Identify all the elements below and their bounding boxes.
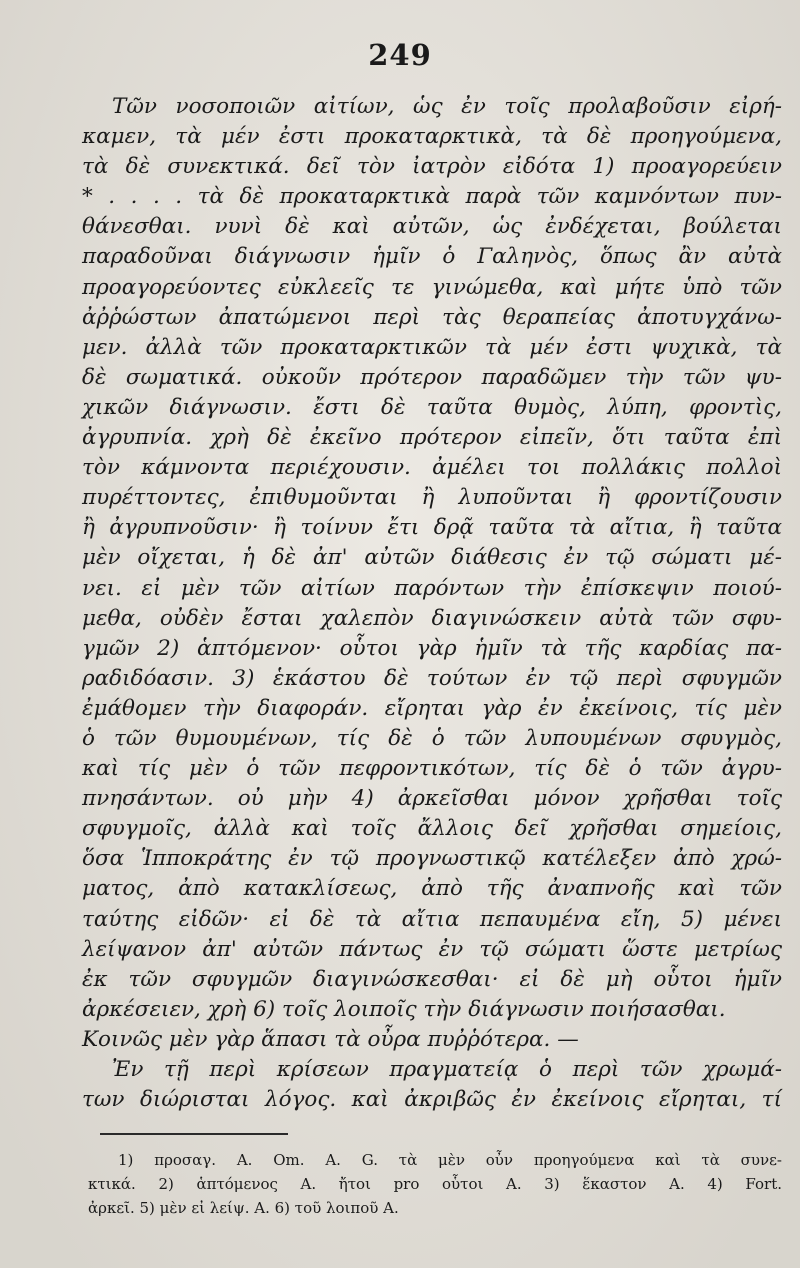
text-line: λείψανον ἀπ' αὐτῶν πάντως ἐν τῷ σώματι ὥστε μετρίως (82, 936, 782, 962)
page-number: 249 (368, 38, 432, 72)
text-line: σφυγμοῖς, ἀλλὰ καὶ τοῖς ἄλλοις δεῖ χρῆσθαι σημείοις, (82, 816, 782, 842)
text-line: θάνεσθαι. νυνὶ δὲ καὶ αὐτῶν, ὡς ἐνδέχεται, βούλεται (82, 214, 782, 240)
text-line: καὶ τίς μὲν ὁ τῶν πεφροντικότων, τίς δὲ ὁ τῶν ἀγρυ- (82, 756, 782, 782)
text-line: Τῶν νοσοποιῶν αἰτίων, ὡς ἐν τοῖς προλαβοῦσιν εἰρή- (112, 94, 782, 119)
text-line: ἀρκέσειεν, χρὴ 6) τοῖς λοιποῖς τὴν διάγνωσιν ποιήσασθαι. (82, 996, 726, 1022)
text-line: μεν. ἀλλὰ τῶν προκαταρκτικῶν τὰ μέν ἐστι ψυχικὰ, τὰ (82, 334, 782, 360)
text-line: πνησάντων. οὐ μὴν 4) ἀρκεῖσθαι μόνον χρῆσθαι τοῖς (82, 786, 782, 812)
text-line: των διώρισται λόγος. καὶ ἀκριβῶς ἐν ἐκείνοις εἴρηται, τί (82, 1087, 782, 1113)
text-line: γμῶν 2) ἁπτόμενον· οὗτοι γὰρ ἡμῖν τὰ τῆς καρδίας πα- (82, 635, 782, 661)
text-line: ἐκ τῶν σφυγμῶν διαγινώσκεσθαι· εἰ δὲ μὴ οὗτοι ἡμῖν (82, 966, 782, 992)
text-line: χικῶν διάγνωσιν. ἔστι δὲ ταῦτα θυμὸς, λύπη, φροντὶς, (82, 394, 782, 420)
text-line: τὰ δὲ συνεκτικά. δεῖ τὸν ἰατρὸν εἰδότα 1) προαγορεύειν (82, 154, 782, 180)
footnotes (88, 1148, 782, 1220)
text-line: νει. εἰ μὲν τῶν αἰτίων παρόντων τὴν ἐπίσκεψιν ποιού- (82, 575, 782, 601)
text-line: ὅσα Ἱπποκράτης ἐν τῷ προγνωστικῷ κατέλεξεν ἀπὸ χρώ- (82, 846, 782, 872)
text-line: ἐμάθομεν τὴν διαφοράν. εἴρηται γὰρ ἐν ἐκείνοις, τίς μὲν (82, 695, 782, 721)
text-line: ὁ τῶν θυμουμένων, τίς δὲ ὁ τῶν λυπουμένων σφυγμὸς, (82, 725, 782, 751)
text-line: δὲ σωματικά. οὐκοῦν πρότερον παραδῶμεν τὴν τῶν ψυ- (82, 364, 782, 390)
text-line: * . . . . τὰ δὲ προκαταρκτικὰ παρὰ τῶν καμνόντων πυν- (82, 184, 782, 210)
text-line: ραδιδόασιν. 3) ἑκάστου δὲ τούτων ἐν τῷ περὶ σφυγμῶν (82, 665, 782, 691)
text-line: ματος, ἀπὸ κατακλίσεως, ἀπὸ τῆς ἀναπνοῆς καὶ τῶν (82, 876, 782, 902)
text-line: ἢ ἀγρυπνοῦσιν· ἢ τοίνυν ἔτι δρᾷ ταῦτα τὰ αἴτια, ἢ ταῦτα (82, 515, 782, 541)
footnote-line: κτικά. 2) ἁπτόμενος A. ἤτοι pro οὗτοι A. 3) ἕκαστον A. 4) Fort. (88, 1175, 782, 1193)
text-line: μεθα, οὐδὲν ἔσται χαλεπὸν διαγινώσκειν αὐτὰ τῶν σφυ- (82, 605, 782, 631)
text-line: ἀῤῥώστων ἀπατώμενοι περὶ τὰς θεραπείας ἀποτυγχάνω- (82, 304, 782, 330)
text-line: Κοινῶς μὲν γὰρ ἅπασι τὰ οὖρα πυῤῥότερα. — (82, 1026, 579, 1052)
text-line: προαγορεύοντες εὐκλεεῖς τε γινώμεθα, καὶ μήτε ὑπὸ τῶν (82, 274, 782, 300)
text-line: μὲν οἴχεται, ἡ δὲ ἀπ' αὐτῶν διάθεσις ἐν τῷ σώματι μέ- (82, 545, 782, 571)
text-line: καμεν, τὰ μέν ἐστι προκαταρκτικὰ, τὰ δὲ προηγούμενα, (82, 124, 782, 150)
footnote-line: ἀρκεῖ. 5) μὲν εἰ λείψ. A. 6) τοῦ λοιποῦ A. (88, 1199, 399, 1217)
text-line: ταύτης εἰδῶν· εἰ δὲ τὰ αἴτια πεπαυμένα εἴη, 5) μένει (82, 906, 782, 932)
text-line: παραδοῦναι διάγνωσιν ἡμῖν ὁ Γαληνὸς, ὅπως ἂν αὐτὰ (82, 244, 782, 270)
text-line: Ἐν τῇ περὶ κρίσεων πραγματείᾳ ὁ περὶ τῶν χρωμά- (112, 1057, 782, 1082)
text-line: πυρέττοντες, ἐπιθυμοῦνται ἢ λυποῦνται ἢ φροντίζουσιν (82, 485, 782, 511)
text-line: τὸν κάμνοντα περιέχουσιν. ἀμέλει τοι πολλάκις πολλοὶ (82, 455, 782, 481)
footnote-line: 1) προσαγ. A. Om. A. G. τὰ μὲν οὖν προηγούμενα καὶ τὰ συνε- (118, 1151, 782, 1169)
footnote-divider (100, 1133, 288, 1135)
text-line: ἀγρυπνία. χρὴ δὲ ἐκεῖνο πρότερον εἰπεῖν, ὅτι ταῦτα ἐπὶ (82, 425, 782, 451)
body-text (82, 92, 782, 1115)
